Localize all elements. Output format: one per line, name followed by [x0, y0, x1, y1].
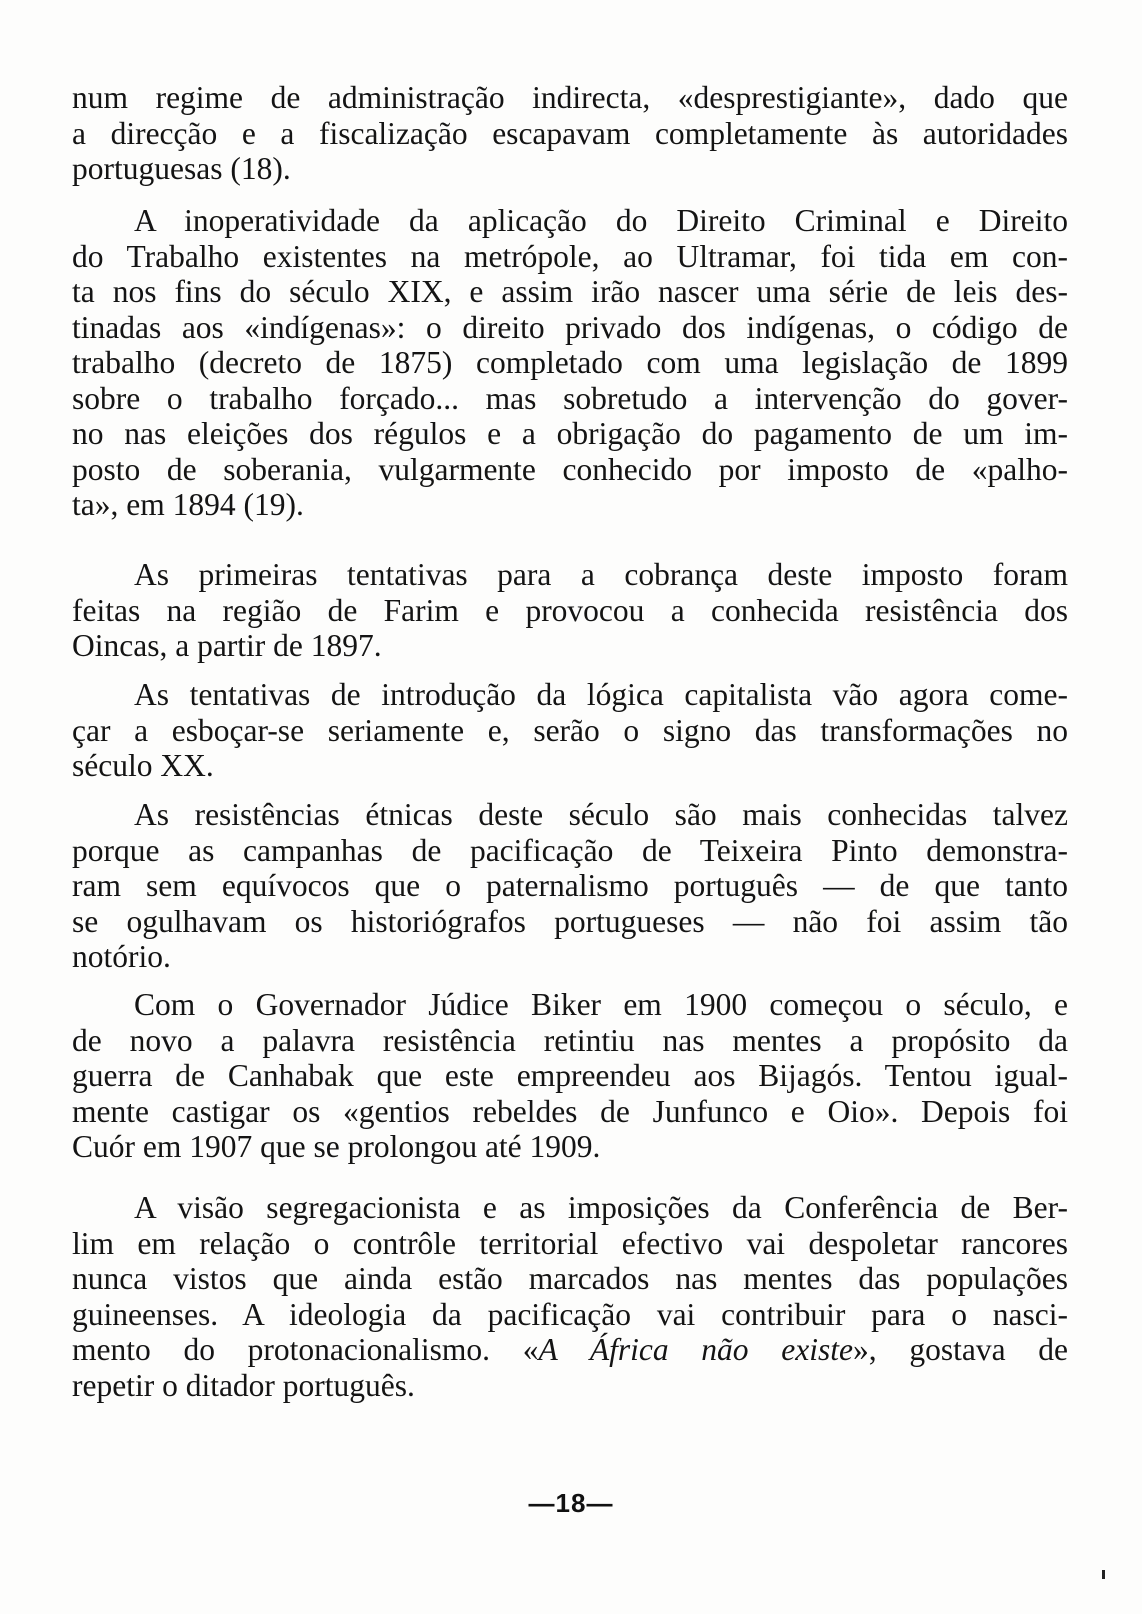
quoted-phrase: A África não existe [538, 1332, 853, 1367]
text-line: ta», em 1894 (19). [72, 487, 304, 522]
text-line: Oincas, a partir de 1897. [72, 628, 382, 663]
paragraph-7 [72, 1190, 1068, 1403]
text-line: çar a esboçar-se seriamente e, serão o signo das transformações no [72, 712, 1068, 748]
paragraph-6 [72, 987, 1068, 1165]
paragraph-1 [72, 80, 1068, 187]
text-line: de novo a palavra resistência retintiu nas mentes a propósito da [72, 1022, 1068, 1058]
paragraph-3 [72, 557, 1068, 664]
text-line: portuguesas (18). [72, 151, 291, 186]
text-line: ta nos fins do século XIX, e assim irão nascer uma série de leis des- [72, 274, 1068, 309]
text-line: guerra de Canhabak que este empreendeu aos Bijagós. Tentou igual- [72, 1058, 1068, 1093]
text-line: As primeiras tentativas para a cobrança deste imposto foram [134, 557, 1068, 592]
text-line: mente castigar os «gentios rebeldes de Junfunco e Oio». Depois foi [72, 1093, 1068, 1129]
page-number: —18— [528, 1488, 614, 1518]
text-line: porque as campanhas de pacificação de Teixeira Pinto demonstra- [72, 832, 1068, 868]
text-line: lim em relação o contrôle territorial efectivo vai despoletar rancores [72, 1225, 1068, 1261]
text-line: As resistências étnicas deste século são mais conhecidas talvez [134, 797, 1068, 832]
paragraph-5 [72, 797, 1068, 975]
text-line: repetir o ditador português. [72, 1367, 415, 1403]
text-line: sobre o trabalho forçado... mas sobretudo a intervenção do gover- [72, 380, 1068, 416]
text-line: Com o Governador Júdice Biker em 1900 começou o século, e [134, 987, 1068, 1022]
paragraph-4 [72, 677, 1068, 784]
text-line: do Trabalho existentes na metrópole, ao Ultramar, foi tida em con- [72, 238, 1068, 274]
text-line: tinadas aos «indígenas»: o direito privado dos indígenas, o código de [72, 309, 1068, 345]
text-line: nunca vistos que ainda estão marcados nas mentes das populações [72, 1261, 1068, 1296]
text-line: feitas na região de Farim e provocou a conhecida resistência dos [72, 592, 1068, 628]
text-line: a direcção e a fiscalização escapavam completamente às autoridades [72, 115, 1068, 151]
paragraph-2 [72, 203, 1068, 523]
text-line: As tentativas de introdução da lógica capitalista vão agora come- [134, 677, 1068, 712]
scan-mark [1102, 1570, 1105, 1579]
text-line: posto de soberania, vulgarmente conhecido por imposto de «palho- [72, 451, 1068, 487]
text-line: Cuór em 1907 que se prolongou até 1909. [72, 1129, 601, 1164]
text-line: no nas eleições dos régulos e a obrigação do pagamento de um im- [72, 416, 1068, 451]
text-line: guineenses. A ideologia da pacificação vai contribuir para o nasci- [72, 1296, 1068, 1332]
text-line: A inoperatividade da aplicação do Direito Criminal e Direito [134, 203, 1068, 238]
text-line: num regime de administração indirecta, «desprestigiante», dado que [72, 80, 1068, 115]
quote-line-before: mento do protonacionalismo. « [72, 1332, 539, 1367]
quote-line [72, 1332, 1068, 1368]
text-line: trabalho (decreto de 1875) completado com uma legislação de 1899 [72, 345, 1068, 380]
text-line: século XX. [72, 748, 214, 783]
text-line: notório. [72, 939, 171, 974]
text-line: se ogulhavam os historiógrafos portugueses — não foi assim tão [72, 903, 1068, 939]
text-line: A visão segregacionista e as imposições da Conferência de Ber- [134, 1190, 1068, 1225]
text-line: ram sem equívocos que o paternalismo português — de que tanto [72, 868, 1068, 903]
quote-line-after: », gostava de [852, 1332, 1068, 1367]
